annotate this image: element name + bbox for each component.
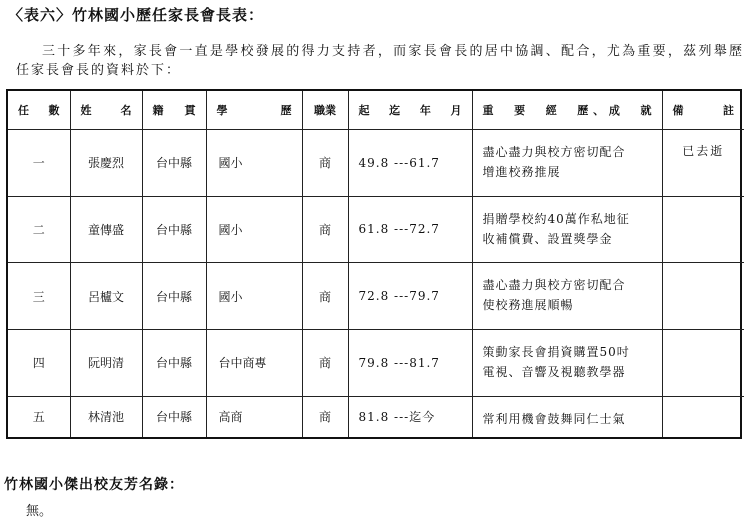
header-achievements: 重 要 經 歷、成 就	[472, 91, 662, 130]
header-name: 姓 名	[70, 91, 142, 130]
cell-education: 國小	[206, 263, 302, 330]
cell-achievements	[472, 263, 662, 330]
cell-education: 台中商專	[206, 329, 302, 396]
cell-job: 商	[302, 196, 348, 263]
header-note: 備 註	[662, 91, 744, 130]
cell-job: 商	[302, 130, 348, 197]
achievement-line-2: 增進校務推展	[482, 165, 561, 179]
header-term: 任 數	[8, 91, 70, 130]
table-row	[8, 130, 744, 197]
cell-name: 阮明清	[70, 329, 142, 396]
cell-note: 已去逝	[662, 130, 744, 197]
cell-education: 國小	[206, 196, 302, 263]
cell-name: 童傳盛	[70, 196, 142, 263]
table-row	[8, 329, 744, 396]
achievement-line-1: 捐贈學校約40萬作私地征	[482, 211, 630, 226]
cell-achievements	[472, 396, 662, 437]
alumni-section-title: 竹林國小傑出校友芳名錄：	[4, 477, 184, 493]
header-period: 起 迄 年 月	[348, 91, 472, 130]
cell-job: 商	[302, 329, 348, 396]
cell-name: 林清池	[70, 396, 142, 437]
cell-origin: 台中縣	[142, 130, 206, 197]
cell-achievements	[472, 196, 662, 263]
cell-term: 三	[8, 263, 70, 330]
cell-note	[662, 263, 744, 330]
cell-origin: 台中縣	[142, 329, 206, 396]
table-row	[8, 196, 744, 263]
cell-education: 高商	[206, 396, 302, 437]
header-job: 職業	[302, 91, 348, 130]
achievement-line-2: 收補償費、設置獎學金	[482, 231, 613, 246]
cell-origin: 台中縣	[142, 396, 206, 437]
cell-term: 五	[8, 396, 70, 437]
achievement-line-2: 使校務進展順暢	[482, 298, 574, 313]
achievement-line-2: 電視、音響及視聽教學器	[482, 364, 626, 379]
table-row	[8, 263, 744, 330]
cell-term: 二	[8, 196, 70, 263]
chairpersons-table	[6, 89, 742, 439]
header-education: 學 歷	[206, 91, 302, 130]
cell-achievements	[472, 329, 662, 396]
cell-name: 張慶烈	[70, 130, 142, 197]
cell-term: 四	[8, 329, 70, 396]
cell-period: 72.8 ---79.7	[348, 263, 472, 330]
cell-term: 一	[8, 130, 70, 197]
cell-period: 49.8 ---61.7	[348, 130, 472, 197]
cell-period: 79.8 ---81.7	[348, 329, 472, 396]
cell-note	[662, 396, 744, 437]
cell-achievements	[472, 130, 662, 197]
achievement-line-1: 策動家長會捐資購置50吋	[482, 344, 630, 359]
cell-period: 61.8 ---72.7	[348, 196, 472, 263]
table-header-row	[8, 91, 744, 130]
cell-origin: 台中縣	[142, 196, 206, 263]
cell-period: 81.8 ---迄今	[348, 396, 472, 437]
cell-job: 商	[302, 263, 348, 330]
alumni-section-body: 無。	[26, 504, 53, 519]
cell-name: 呂櫨文	[70, 263, 142, 330]
cell-education: 國小	[206, 130, 302, 197]
header-origin: 籍 貫	[142, 91, 206, 130]
cell-origin: 台中縣	[142, 263, 206, 330]
achievement-line-1: 常利用機會鼓舞同仁士氣	[482, 411, 626, 426]
page-title: 〈表六〉竹林國小歷任家長會長表：	[8, 6, 265, 24]
cell-note	[662, 196, 744, 263]
cell-job: 商	[302, 396, 348, 437]
cell-note	[662, 329, 744, 396]
table-row	[8, 396, 744, 437]
intro-paragraph: 三十多年來，家長會一直是學校發展的得力支持者，而家長會長的居中協調、配合，尤為重要，茲列舉歷任家長會長的資料於下：	[16, 44, 744, 78]
achievement-line-1: 盡心盡力與校方密切配合	[482, 278, 626, 293]
achievement-line-1: 盡心盡力與校方密切配合	[482, 145, 626, 159]
